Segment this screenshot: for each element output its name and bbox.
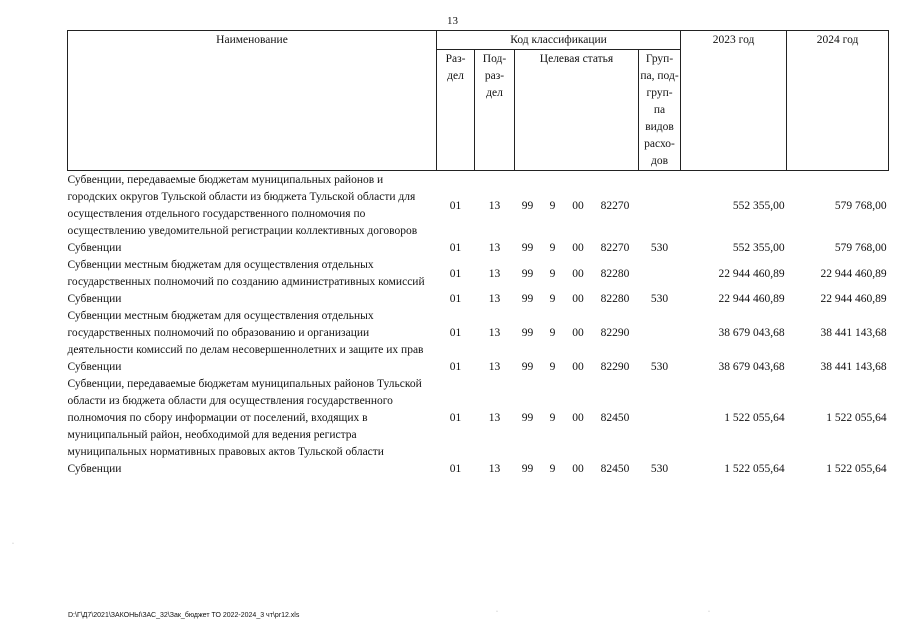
- file-path-footer: D:\Г\Д7\2021\ЗАКОНЫ\ЗАС_32\Зак_бюджет ТО 2022-2024_3 чт\pr12.xls: [68, 612, 300, 619]
- row-razdel: 01: [449, 327, 462, 339]
- row-amount-2023: 22 944 460,89: [718, 267, 785, 280]
- row-amount-2023: 22 944 460,89: [718, 293, 785, 305]
- row-target-program: 99: [521, 412, 534, 424]
- row-name: Субвенции, передаваемые бюджетам муниципальных районов и городских округов Тульской области из бюджета Тульской области для осуществления отдельного государственного полномочия по осуществлению уведомительной регистрации коллективных договоров: [67, 174, 418, 237]
- row-amount-2024: 1 522 055,64: [826, 463, 887, 475]
- row-amount-2023: 1 522 055,64: [724, 463, 785, 475]
- row-target-direction: 82280: [600, 293, 630, 305]
- row-amount-2023: 552 355,00: [732, 199, 785, 212]
- row-amount-2023: 552 355,00: [732, 242, 785, 254]
- table-row: [68, 359, 889, 376]
- row-amount-2024: 38 441 143,68: [820, 327, 887, 339]
- row-target-element: 00: [572, 199, 584, 212]
- row-target-element: 00: [572, 412, 584, 424]
- row-amount-2024: 22 944 460,89: [820, 267, 887, 280]
- row-target-subprogram: 9: [549, 361, 556, 373]
- row-expense-group: [639, 257, 681, 291]
- row-razdel: 01: [449, 293, 462, 305]
- page-number: 13: [447, 15, 458, 27]
- row-target-subprogram: 9: [549, 293, 556, 305]
- scan-speck: ·: [496, 609, 498, 615]
- table-row: [68, 291, 889, 308]
- row-target-element: 00: [572, 267, 584, 280]
- header-year-2023: 2023 год: [681, 31, 787, 171]
- row-target-direction: 82290: [600, 361, 630, 373]
- row-razdel: 01: [449, 267, 462, 280]
- row-target-direction: 82450: [600, 463, 630, 475]
- scan-speck: ·: [12, 541, 14, 547]
- row-target-element: 00: [572, 327, 584, 339]
- row-expense-group: 530: [650, 242, 669, 254]
- header-year-2024: 2024 год: [787, 31, 889, 171]
- row-target-program: 99: [521, 267, 534, 280]
- row-amount-2023: 38 679 043,68: [718, 327, 785, 339]
- row-target-subprogram: 9: [549, 267, 556, 280]
- row-target-direction: 82280: [600, 267, 630, 280]
- row-podrazdel: 13: [488, 199, 501, 212]
- row-razdel: 01: [449, 412, 462, 424]
- row-razdel: 01: [449, 242, 462, 254]
- row-podrazdel: 13: [488, 242, 501, 254]
- row-expense-group: 530: [650, 361, 669, 373]
- table-row: [68, 257, 889, 291]
- table-body: [68, 171, 889, 479]
- row-target-subprogram: 9: [549, 242, 556, 254]
- header-classification: Код классификации: [437, 31, 681, 50]
- row-target-program: 99: [521, 242, 534, 254]
- row-expense-group: [639, 308, 681, 359]
- row-amount-2024: 38 441 143,68: [820, 361, 887, 373]
- row-target-program: 99: [521, 199, 534, 212]
- row-name: Субвенции, передаваемые бюджетам муниципальных районов Тульской области из бюджета области для осуществления государственного полномочия по сбору информации от поселений, входящих в муниципальный район, необходимой для ведения регистра муниципальных нормативных правовых актов Тульской области: [67, 378, 422, 458]
- table-row: [68, 240, 889, 257]
- row-target-direction: 82270: [600, 199, 630, 212]
- row-expense-group: [639, 376, 681, 461]
- row-amount-2023: 1 522 055,64: [724, 412, 785, 424]
- row-target-subprogram: 9: [549, 327, 556, 339]
- row-podrazdel: 13: [488, 463, 501, 475]
- row-target-subprogram: 9: [549, 463, 556, 475]
- row-name: Субвенции: [67, 293, 122, 305]
- header-razdel: [437, 50, 475, 171]
- row-target-program: 99: [521, 293, 534, 305]
- row-podrazdel: 13: [488, 361, 501, 373]
- header-podrazdel-text: Под- раз- дел: [482, 53, 507, 99]
- table-row: [68, 171, 889, 241]
- row-expense-group: 530: [650, 463, 669, 475]
- row-podrazdel: 13: [488, 327, 501, 339]
- header-target-article: Целевая статья: [515, 50, 639, 171]
- row-podrazdel: 13: [488, 267, 501, 280]
- row-name: Субвенции: [67, 463, 122, 475]
- table-row: [68, 308, 889, 359]
- row-target-direction: 82290: [600, 327, 630, 339]
- row-razdel: 01: [449, 199, 462, 212]
- budget-table: [67, 30, 889, 478]
- header-expense-group-text: Груп- па, под- груп- па видов расхо- дов: [640, 53, 679, 167]
- row-name: Субвенции: [67, 242, 122, 254]
- row-podrazdel: 13: [488, 412, 501, 424]
- row-amount-2024: 579 768,00: [834, 199, 887, 212]
- row-target-element: 00: [572, 463, 584, 475]
- row-expense-group: 530: [650, 293, 669, 305]
- scan-speck: ·: [708, 609, 710, 615]
- row-target-element: 00: [572, 242, 584, 254]
- row-amount-2023: 38 679 043,68: [718, 361, 785, 373]
- row-razdel: 01: [449, 463, 462, 475]
- row-podrazdel: 13: [488, 293, 501, 305]
- row-amount-2024: 1 522 055,64: [826, 412, 887, 424]
- row-target-direction: 82270: [600, 242, 630, 254]
- header-razdel-text: Раз- дел: [445, 53, 466, 82]
- row-target-subprogram: 9: [549, 199, 556, 212]
- table-row: [68, 461, 889, 478]
- row-target-program: 99: [521, 361, 534, 373]
- header-name: Наименование: [68, 31, 437, 171]
- row-expense-group: [639, 171, 681, 241]
- header-podrazdel: [475, 50, 515, 171]
- row-target-element: 00: [572, 361, 584, 373]
- table-row: [68, 376, 889, 461]
- row-target-element: 00: [572, 293, 584, 305]
- table-header: [68, 31, 889, 171]
- row-target-subprogram: 9: [549, 412, 556, 424]
- header-expense-group: [639, 50, 681, 171]
- row-name: Субвенции: [67, 361, 122, 373]
- row-name: Субвенции местным бюджетам для осуществления отдельных государственных полномочий по образованию и организации деятельности комиссий по делам несовершеннолетних и защите их прав: [67, 310, 424, 356]
- row-name: Субвенции местным бюджетам для осуществления отдельных государственных полномочий по созданию административных комиссий: [67, 259, 425, 288]
- row-razdel: 01: [449, 361, 462, 373]
- row-target-program: 99: [521, 463, 534, 475]
- row-target-program: 99: [521, 327, 534, 339]
- row-amount-2024: 579 768,00: [834, 242, 887, 254]
- row-amount-2024: 22 944 460,89: [820, 293, 887, 305]
- row-target-direction: 82450: [600, 412, 630, 424]
